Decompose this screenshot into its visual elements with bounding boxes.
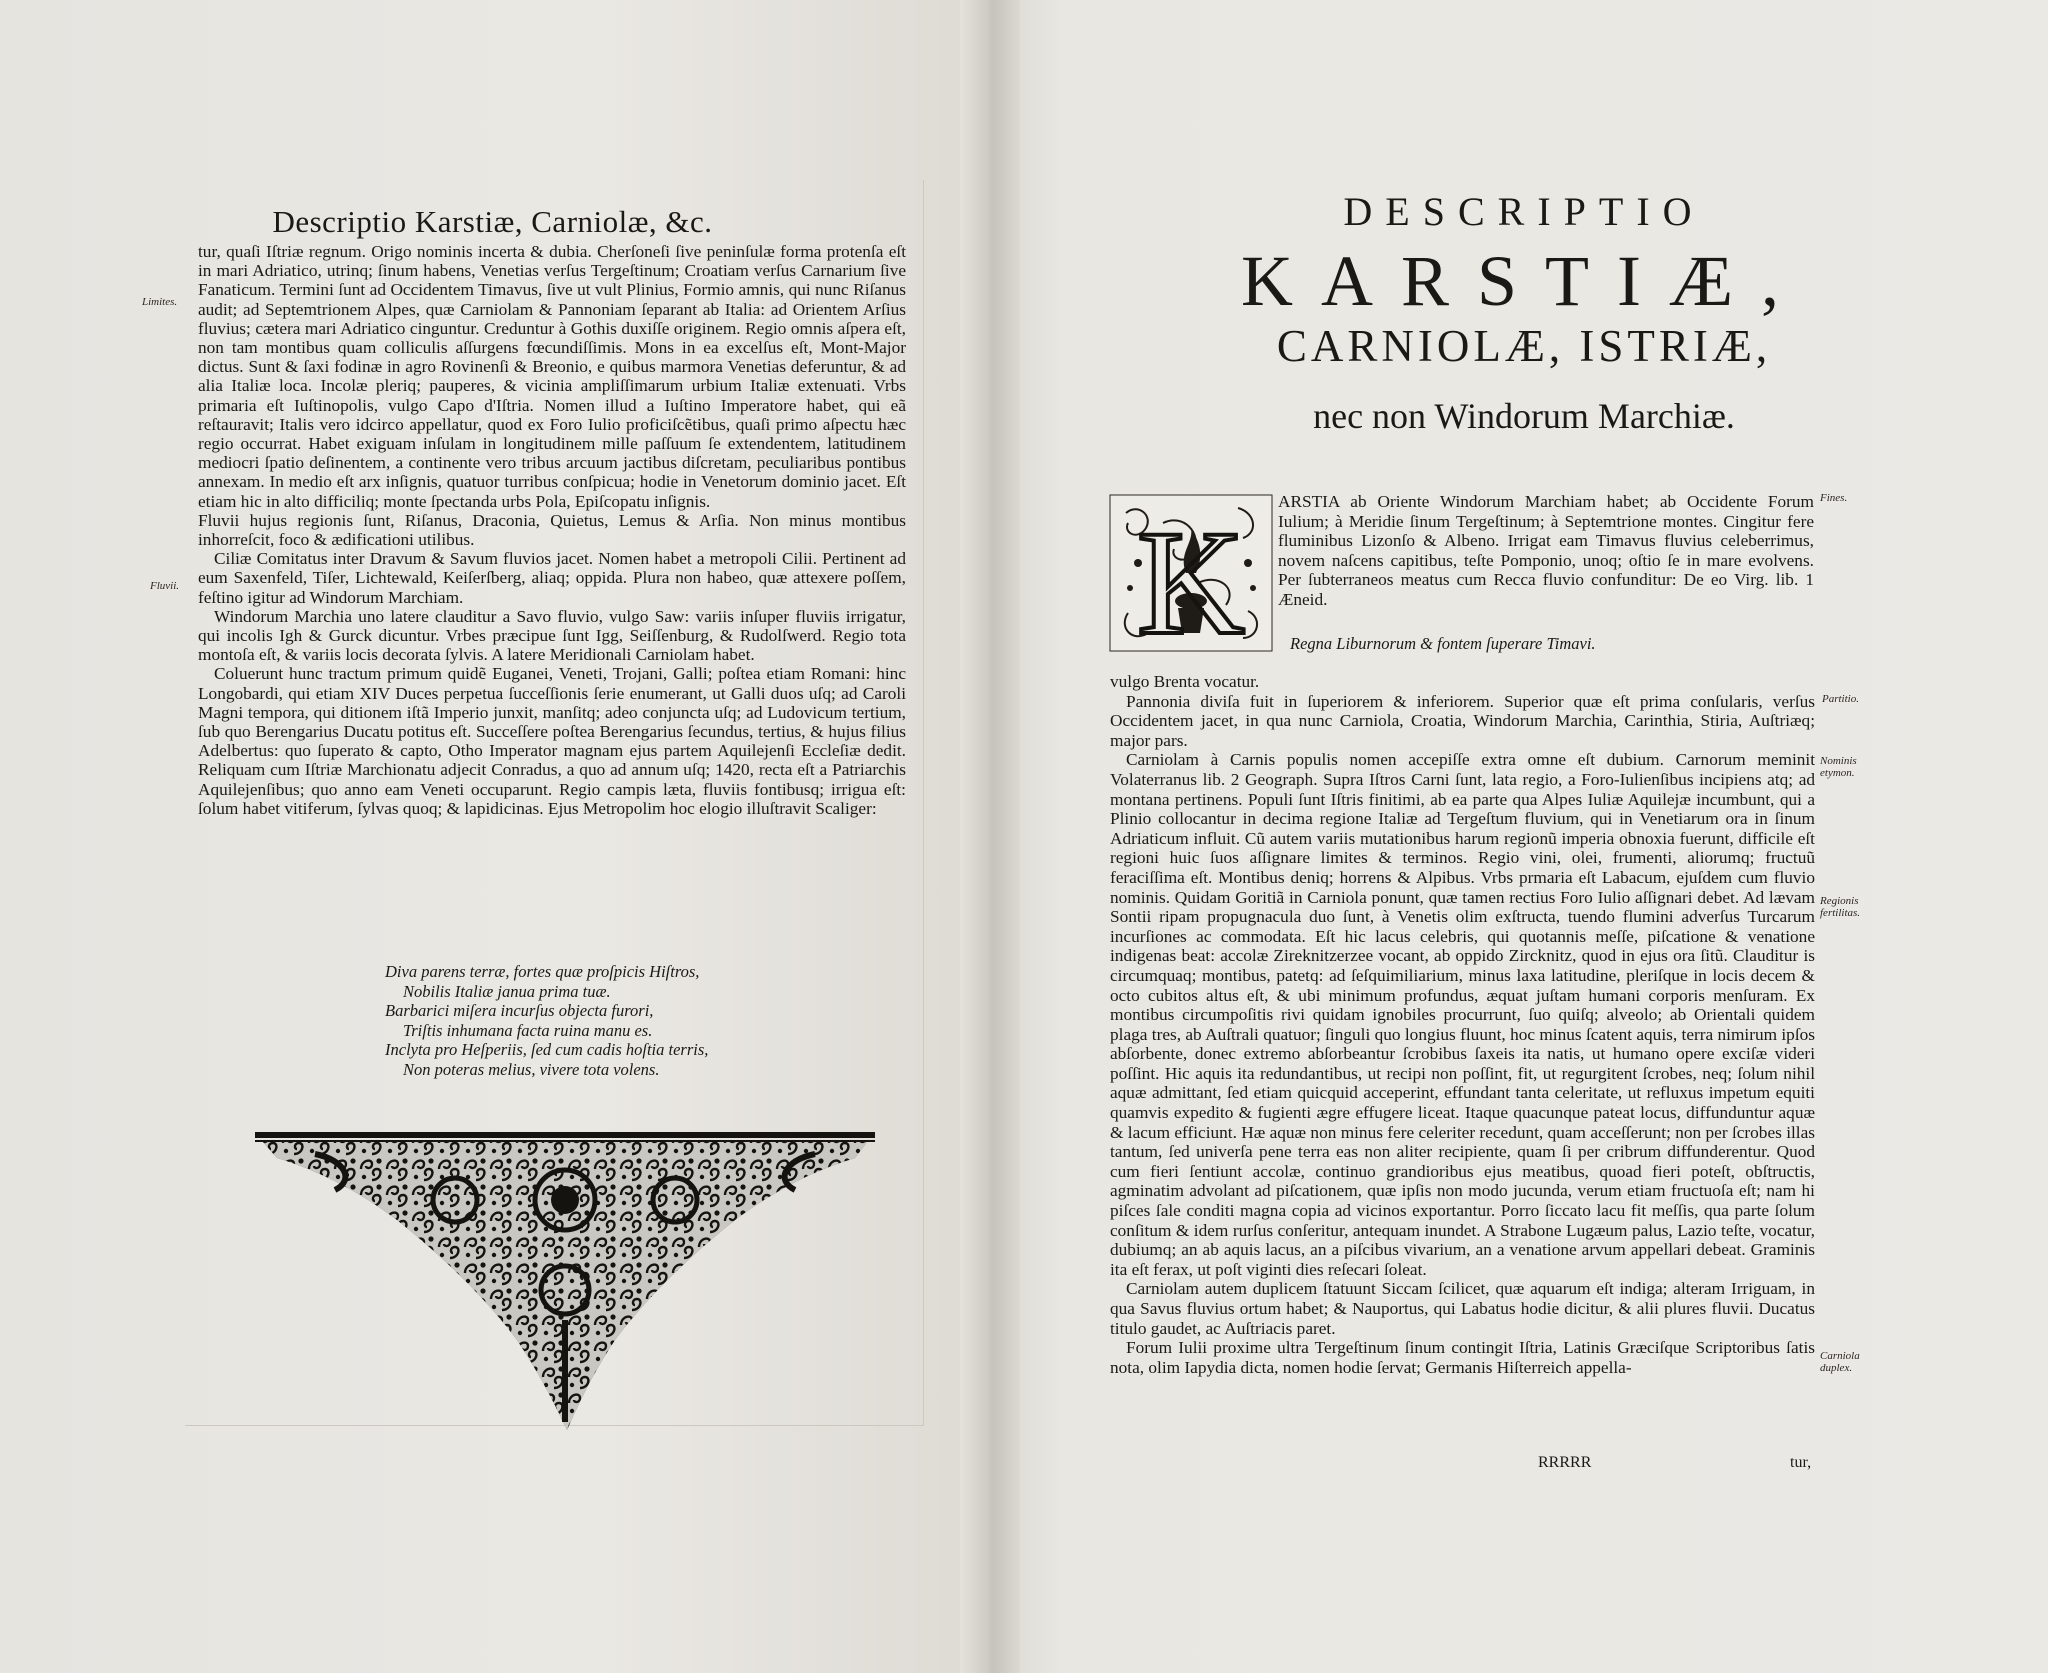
initial-letter: K <box>1136 500 1246 653</box>
verse-line: Triſtis inhumana facta ruina manu es. <box>403 1020 653 1040</box>
left-text-block <box>198 242 906 818</box>
verse-line: Nobilis Italiæ janua prima tuæ. <box>403 981 611 1001</box>
left-paragraph: Fluvii hujus regionis ſunt, Riſanus, Draconia, Quietus, Lemus & Arſia. Non minus montibus inhorreſcit, foco & ædificationi utilibus. <box>198 510 906 550</box>
left-paragraph: Windorum Marchia uno latere clauditur a Savo fluvio, vulgo Saw: variis inſuper fluviis irrigatur, qui incolis Igh & Gurck dicuntur. Vrbes præcipue ſunt Igg, Seiſſenburg, & Rudolſwerd. Regio tota montoſa eſt, & variis locis decorata ſylvis. A latere Meridionali Carniolam habet. <box>198 606 906 665</box>
heading-carniolae-istriae: CARNIOLÆ, ISTRIÆ, <box>1276 321 1772 371</box>
margin-note-fluvii: Fluvii. <box>150 580 180 592</box>
verse-line: Non poteras melius, vivere tota volens. <box>403 1059 660 1079</box>
left-page-title: Descriptio Karstiæ, Carniolæ, &c. <box>272 204 713 239</box>
catchword: tur, <box>1790 1454 1812 1471</box>
left-paragraph: Ciliæ Comitatus inter Dravum & Savum fluvios jacet. Nomen habet a metropoli Cilii. Pertinent ad eum Saxenfeld, Tiſer, Lichtewald, Keiſerſberg, aliaq; oppida. Plura non habeo, quæ attexere poſſem, feſtino igitur ad Windorum Marchiam. <box>198 549 906 607</box>
right-paragraph: Carniolam autem duplicem ſtatuunt Siccam ſcilicet, quæ aquarum eſt indiga; alteram Irriguam, in qua Savus fluvius ortum habet; & Nauportus, qui Labatus hodie dicitur, & alii plures fluvii. Ducatus titulo gaudet, ac Auſtriacis paret. <box>1110 1279 1815 1338</box>
margin-note-carniola-duplex: Carniola duplex. <box>1820 1350 1860 1374</box>
verse-line: Barbarici miſera incurſus objecta furori, <box>385 1001 654 1020</box>
right-paragraph: Carniolam à Carnis populis nomen accepiſſe extra omne eſt dubium. Carnorum meminit Volaterranus lib. 2 Geograph. Supra Iſtros Carni ſunt, lata regio, a Foro-Iulienſibus incipiens atq; ad montana pertinens. Populi ſunt Iſtris finitimi, ab ea parte qua Alpes Iuliæ Aquilejæ incumbunt, qui a Plinio collocantur in decima regione Italiæ ad Tergeſtum fluvium, qui in Venetiarum ora in ſinum Adriaticum influit. Cũ autem variis mutationibus harum regionũ imperia obnoxia fuerunt, difficile eſt regioni huic ſuos aſſignare limites & terminos. Regio vini, olei, frumenti, aliorumq; fructuũ feraciſſima eſt. Montibus deniq; horrens & Alpibus. Vrbs prmaria eſt Labacum, ejuſdem cum fluvio nominis. Quidam Goritiã in Carniola ponunt, quæ tamen rectius Foro Iulio aſſignari debet. Ad lævam Sontii ripam propugnacula duo ſunt, à Venetis olim exſtructa, tuendo flumini adverſus Turcarum incurſiones ac commodata. Eſt hic lacus celebris, qui quotannis meſſe, piſcatione & venatione indigenas beat: accolæ Zireknitzerzee vocant, ab oppido Zircknitz, quod in ejus ora ſitũ. Clauditur is circumquaq; montibus, patetq: ad ſeſquimiliarium, minus laxa latitudine, pleriſque in locis decem & octo cubitos altus eſt, & ubi minimum profundus, æquat juſtam humani corporis menſuram. Ex montibus circumpoſitis rivi quidam ignobiles procurrunt, ſuo quiſq; alveolo; ab Orientali quidem plaga tres, ab Auſtrali quatuor; ſinguli quo longius fluunt, hoc minus ſcatent aquis, terra nimirum ipſos abſorbente, donec extremo abſorbeantur ſcrobibus ſaxeis ita natis, ut humano opere exciſæ videri poſſint. Hic aquis ita redundantibus, ut recipi non poſſint, fit, ut regurgitent ſcrobes, neq; ſolum nihil aquæ admittant, ſed etiam quicquid acceperint, effundant tanta celeritate, ut refluxus impetum equiti quamvis expedito & fugienti ægre effugere liceat. Itaque quacunque pateat locus, diffunduntur aquæ & lacum efficiunt. Hæ aquæ non minus fere celeriter recedunt, quam acceſſerunt; non per ſcrobes illas tantum, ſed univerſa pene terra eas non aliter recipiente, quam ſi per cribrum diffunderentur. Quod cum fieri ſentiunt accolæ, continuo grandioribus ejus meatibus, quoad fieri poteſt, obſtructis, agminatim advolant ad piſcationem, quæ ipſis non modo jucunda, verum etiam fructuoſa eſt; nam hi piſces ſale conditi magna copia ad vicinos exportantur. Porro ſiccato lacu fit meſſis, qua parte ſolum conſitum & idem rurſus conſeritur, antequam inundet. A Strabone Lugæum palus, Lazio teſte, vocatur, dubiumq; an ab aquis lacus, an a piſcibus vivarium, an a venatione arvum appellari debeat. Graminis ita eſt ferax, ut poſt viginti dies reſecari ſoleat. <box>1110 750 1815 1279</box>
verse-line: Inclyta pro Heſperiis, ſed cum cadis hoſtia terris, <box>385 1040 709 1059</box>
left-paragraph: tur, quaſi Iſtriæ regnum. Origo nominis incerta & dubia. Cherſoneſi ſive peninſulæ forma protenſa eſt in mari Adriatico, utrinq; ſinum habens, Venetias verſus Tergeſtinum; Croatiam verſus Carnarium ſive Fanaticum. Termini ſunt ad Occidentem Timavus, ſive ut vult Plinius, Formio amnis, qui nunc Riſanus audit; ad Septemtrionem Alpes, quæ Carniolam & Pannoniam ſeparant ab Italia: ad Orientem Arſius fluvius; cætera mari Adriatico cinguntur. Creduntur à Gothis duxiſſe originem. Regio omnis aſpera eſt, non tam montibus quam colliculis aſſurgens fœcundiſſimis. Mons in ea excelſus eſt, Mont-Major dictus. Sunt & ſaxi fodinæ in agro Rovinenſi & Breonio, e quibus marmora Venetias deferuntur, & ad alia Italiæ loca. Incolæ pleriq; pauperes, & vicinia ampliſſimarum urbium Italiæ extenuati. Vrbs primaria eſt Iuſtinopolis, vulgo Capo d'Iſtria. Nomen illud a Iuſtino Imperatore habet, qui eã reſtauravit; Italis vero idcirco appellatur, quod ex Foro Iulio proficiſcẽtibus, quaſi primo aſpectu hæc regio occurrat. Habet exiguam inſulam in longitudinem mille paſſuum ſe extendentem, latitudinem mediocri ſpatio deſinentem, a continente vero tribus arcuum jactibus diſcretam, peculiaribus pontibus annexam. In medio eſt arx inſignis, quatuor turribus conſpicua; hodie in Venetorum dominio jacet. Eſt etiam hic in alto difficiliq; monte ſpectanda urbs Pola, Epiſcopatu inſignis. <box>198 242 906 511</box>
left-paragraph: Coluerunt hunc tractum primum quidẽ Euganei, Veneti, Trojani, Galli; poſtea etiam Romani: hinc Longobardi, qui etiam XIV Duces perpetua ſucceſſionis ſerie enumerant, ut Galli duos uſq; ad Caroli Magni tempora, qui ditionem iſtã Imperio junxit, manſitq; adeo conjuncta uſq; ad Ludovicum tertium, ſub quo Berengarius Ducatu potitus eſt. Succeſſere poſtea Berengarius ſecundus, tertius, & hujus filius Adelbertus: quo ſuperato & capto, Otho Imperator magnam ejus partem Aquilejenſi Eccleſiæ dedit. Reliquam cum Iſtriæ Marchionatu adjecit Conradus, a quo ad annum uſq; 1420, recta eſt a Patriarchis Aquilejenſibus; quo anno eam Veneti occuparunt. Regio campis læta, fluviis fontibusq; irrigua eſt: ſolum habet vitiferum, ſylvas quoq; & lapidicinas. Ejus Metropolim hoc elogio illuſtravit Scaliger: <box>198 664 906 818</box>
right-paragraph: Pannonia diviſa fuit in ſuperiorem & inferiorem. Superior quæ eſt prima conſularis, verſus Occidentem jacet, in qua nunc Carniola, Croatia, Windorum Marchia, Carinthia, Stiria, Auſtriæq; major pars. <box>1110 691 1815 750</box>
verse-line: Diva parens terræ, fortes quæ proſpicis Hiſtros, <box>385 962 700 981</box>
virgil-quote: Regna Liburnorum & fontem ſuperare Timavi. <box>1290 634 1596 653</box>
right-text-block <box>1110 672 1815 1377</box>
tailpiece-ornament-icon <box>255 1130 875 1440</box>
heading-karstiae: KARSTIÆ, <box>1240 241 1808 321</box>
margin-note-limites: Limites. <box>142 296 178 308</box>
margin-note-regionis-fertilitas: Regionis fertilitas. <box>1820 895 1861 919</box>
margin-note-partitio: Partitio. <box>1822 693 1859 705</box>
right-paragraph: Forum Iulii proxime ultra Tergeſtinum ſinum contingit Iſtria, Latinis Græciſque Scriptoribus ſatis nota, olim Iapydia dicta, nomen hodie ſervat; Germanis Hiſterreich appella- <box>1110 1338 1815 1377</box>
right-intro-text: ARSTIA ab Oriente Windorum Marchiam habet; ab Occidente Forum Iulium; à Meridie ſinum Tergeſtinum; à Septemtrione montes. Cingitur fere fluminibus Lizonſo & Albeno. Irrigat eam Timavus fluvius celeberrimus, novem naſcens capitibus, teſte Pomponio, unoq; oſtio ſe in mare evolvens. Per ſubterraneos meatus cum Recca fluvio confunditur: De eo Virg. lib. 1 Æneid. <box>1278 492 1814 609</box>
decorated-initial-k <box>1108 493 1274 653</box>
scaliger-verse <box>385 962 805 1079</box>
right-paragraph: vulgo Brenta vocatur. <box>1110 672 1260 691</box>
margin-note-fines: Fines. <box>1820 492 1848 504</box>
heading-descriptio: DESCRIPTIO <box>1343 189 1705 234</box>
heading-windorum-marchiae: nec non Windorum Marchiæ. <box>1313 396 1735 436</box>
margin-note-nominis-etymon: Nominis etymon. <box>1820 755 1857 779</box>
signature-mark: RRRRR <box>1538 1454 1592 1471</box>
